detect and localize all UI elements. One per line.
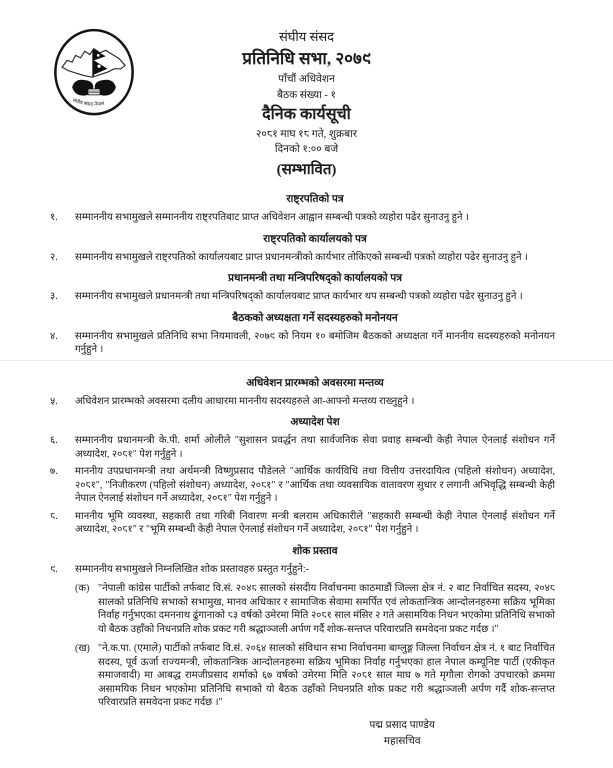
agenda-item-1 <box>50 211 555 225</box>
item-number: २. <box>50 251 58 263</box>
condolence-subitem-ka <box>75 582 555 636</box>
section-heading-president-office-letter: राष्ट्रपतिको कार्यालयको पत्र <box>263 233 367 245</box>
item-number: ४. <box>50 330 58 342</box>
tentative-label: (सम्भावित) <box>276 162 337 179</box>
section-heading-condolence-motion: शोक प्रस्ताव <box>292 545 338 557</box>
secretary-general-title: महासचिव <box>383 735 421 747</box>
item-text: माननीय उपप्रधानमन्त्री तथा अर्थमन्त्री विष्णुप्रसाद पौडेलले "आर्थिक कार्यविधि तथा वित्तीय उत्तरदायित्व (पहिलो संशोधन) अध्यादेश, २०८१", "निजीकरण (पहिलो संशोधन) अध्यादेश, २०८१" र "आर्थिक तथा व्यवसायिक वातावरण सुधार र लगानी अभिवृद्धि सम्बन्धी केही नेपाल ऐनलाई संशोधन गर्ने अध्यादेश, २०८१" पेश गर्नुहुने । <box>75 466 555 505</box>
item-number: १. <box>50 212 58 224</box>
item-number: ५. <box>50 395 58 407</box>
agenda-item-7 <box>50 465 555 506</box>
item-text: सम्माननीय प्रधानमन्त्री के.पी. शर्मा ओलीले "सुशासन प्रवर्द्धन तथा सार्वजनिक सेवा प्रवाह सम्बन्धी केही नेपाल ऐनलाई संशोधन गर्ने अध्यादेश, २०८१" पेश गर्नुहुने । <box>75 435 555 460</box>
item-text: सम्माननीय सभामुखले निम्नलिखित शोक प्रस्तावहरु प्रस्तुत गर्नुहुने:- <box>75 563 309 575</box>
section-heading-pm-office-letter: प्रधानमन्त्री तथा मन्त्रिपरिषद्को कार्यालयको पत्र <box>227 273 403 285</box>
agenda-item-9 <box>50 563 555 577</box>
federal-parliament-emblem-icon <box>52 26 136 120</box>
agenda-item-6 <box>50 434 555 461</box>
section-heading-ordinance-presentation: अध्यादेश पेश <box>290 417 340 429</box>
item-number: ७. <box>50 466 58 478</box>
house-title: प्रतिनिधि सभा, २०७९ <box>242 48 371 68</box>
item-number: ८. <box>50 510 58 522</box>
subitem-text: "ने.क.पा. (एमाले) पार्टीको तर्फबाट वि.सं. २०६४ सालको संविधान सभा निर्वाचनमा बाग्लुङ्ग जिल्ला निर्वाचन क्षेत्र नं. १ बाट निर्वाचित सदस्य, पूर्व ऊर्जा राज्यमन्त्री, लोकतान्त्रिक आन्दोलनहरुमा सक्रिय भूमिका निर्वाह गर्नुभएका हाल नेपाल कम्यूनिष्ट पार्टी (एकीकृत समाजवादी) मा आबद्ध रामजीप्रसाद शर्माको ६७ वर्षको उमेरमा मिति २०८१ साल माघ ७ गते मृगौला रोगको उपचारको क्रममा असामयिक निधन भएकोमा प्रतिनिधि सभाको यो बैठक उहाँको निधनप्रति शोक प्रकट गरी श्रद्धाञ्जली अर्पण गर्दै शोक-सन्तप्त परिवारप्रति समवेदना प्रकट गर्दछ ।" <box>98 643 555 709</box>
document-title: दैनिक कार्यसूची <box>262 105 351 123</box>
subitem-label: (क) <box>75 583 90 595</box>
item-text: सम्माननीय सभामुखले राष्ट्रपतिको कार्यालयबाट प्राप्त प्रधानमन्त्रीको कार्यभार तोकिएको सम्बन्धी पत्रको व्यहोरा पढेर सुनाउनु हुने । <box>75 251 528 263</box>
agenda-item-3 <box>50 290 555 304</box>
emblem-svg <box>52 26 136 120</box>
section-heading-president-letter: राष्ट्रपतिको पत्र <box>286 194 344 206</box>
section-heading-chair-nomination: बैठकको अध्यक्षता गर्ने सदस्यहरुको मनोनयन <box>232 312 398 324</box>
agenda-item-2 <box>50 251 555 265</box>
org-name: संघीय संसद <box>278 29 335 44</box>
meeting-date: २०८१ माघ १८ गते, शुक्रबार <box>255 129 358 140</box>
agenda-content <box>0 179 613 750</box>
item-text: माननीय भूमि व्यवस्था, सहकारी तथा गरिबी निवारण मन्त्री बलराम अधिकारीले "सहकारी सम्बन्धी केही नेपाल ऐनलाई संशोधन गर्ने अध्यादेश, २०८१" र "भूमि सम्बन्धी केही नेपाल ऐनलाई संशोधन गर्ने अध्यादेश, २०८१" पेश गर्नुहुने । <box>75 510 555 536</box>
session-label: पाँचौं अधिवेशन <box>278 74 335 86</box>
condolence-subitem-kha <box>75 642 555 710</box>
agenda-item-5 <box>50 395 555 409</box>
signature-block <box>369 718 435 750</box>
agenda-item-4 <box>50 330 555 357</box>
subitem-label: (ख) <box>75 643 90 655</box>
item-text: अधिवेशन प्रारम्भको अवसरमा दलीय आधारमा माननीय सदस्यहरुले आ-आफ्नो मन्तव्य राख्नुहुने । <box>75 395 415 407</box>
subitem-text: "नेपाली कांग्रेस पार्टीको तर्फबाट वि.सं. २०४८ सालको संसदीय निर्वाचनमा काठमाडौं जिल्ला क्षेत्र नं. २ बाट निर्वाचित सदस्य, २०४८ सालको प्रतिनिधि सभाको सभामुख, मानव अधिकार र सामाजिक सेवामा समर्पित एवं लोकतान्त्रिक आन्दोलनहरुमा सक्रिय भूमिका निर्वाह गर्नुभएका दमननाथ ढुंगानाको ८३ वर्षको उमेरमा मिति २०८१ साल मंसिर २ गते असामयिक निधन भएकोमा प्रतिनिधि सभाको यो बैठक उहाँको निधनप्रति शोक प्रकट गरी श्रद्धाञ्जली अर्पण गर्दै शोक-सन्तप्त परिवारप्रति समवेदना प्रकट गर्दछ ।" <box>98 583 555 635</box>
item-text: सम्माननीय सभामुखले सम्माननीय राष्ट्रपतिबाट प्राप्त अधिवेशन आह्वान सम्बन्धी पत्रको व्यहोरा पढेर सुनाउनु हुने । <box>75 212 469 224</box>
meeting-number: बैठक संख्या - १ <box>276 89 337 101</box>
emblem-caption: संघीय संसद नेपाल <box>71 98 105 108</box>
item-number: ९. <box>50 563 58 575</box>
agenda-item-8 <box>50 510 555 537</box>
secretary-general-name: पद्म प्रसाद पाण्डेय <box>369 719 435 731</box>
page-divider-line <box>0 360 613 361</box>
item-text: सम्माननीय सभामुखले प्रतिनिधि सभा नियमावली, २०७९ को नियम १० बमोजिम बैठकको अध्यक्षता गर्ने माननीय सदस्यहरुको मनोनयन गर्नुहुने । <box>75 330 555 356</box>
item-number: ६. <box>50 435 58 447</box>
item-number: ३. <box>50 291 58 303</box>
item-text: सम्माननीय सभामुखले प्रधानमन्त्री तथा मन्त्रिपरिषद्को कार्यालयबाट प्राप्त कार्यभार थप सम्बन्धी पत्रको व्यहोरा पढेर सुनाउनु हुने । <box>75 291 523 303</box>
meeting-time: दिनको १:०० बजे <box>274 144 339 156</box>
section-heading-opening-remarks: अधिवेशन प्रारम्भको अवसरमा मन्तव्य <box>246 377 384 389</box>
